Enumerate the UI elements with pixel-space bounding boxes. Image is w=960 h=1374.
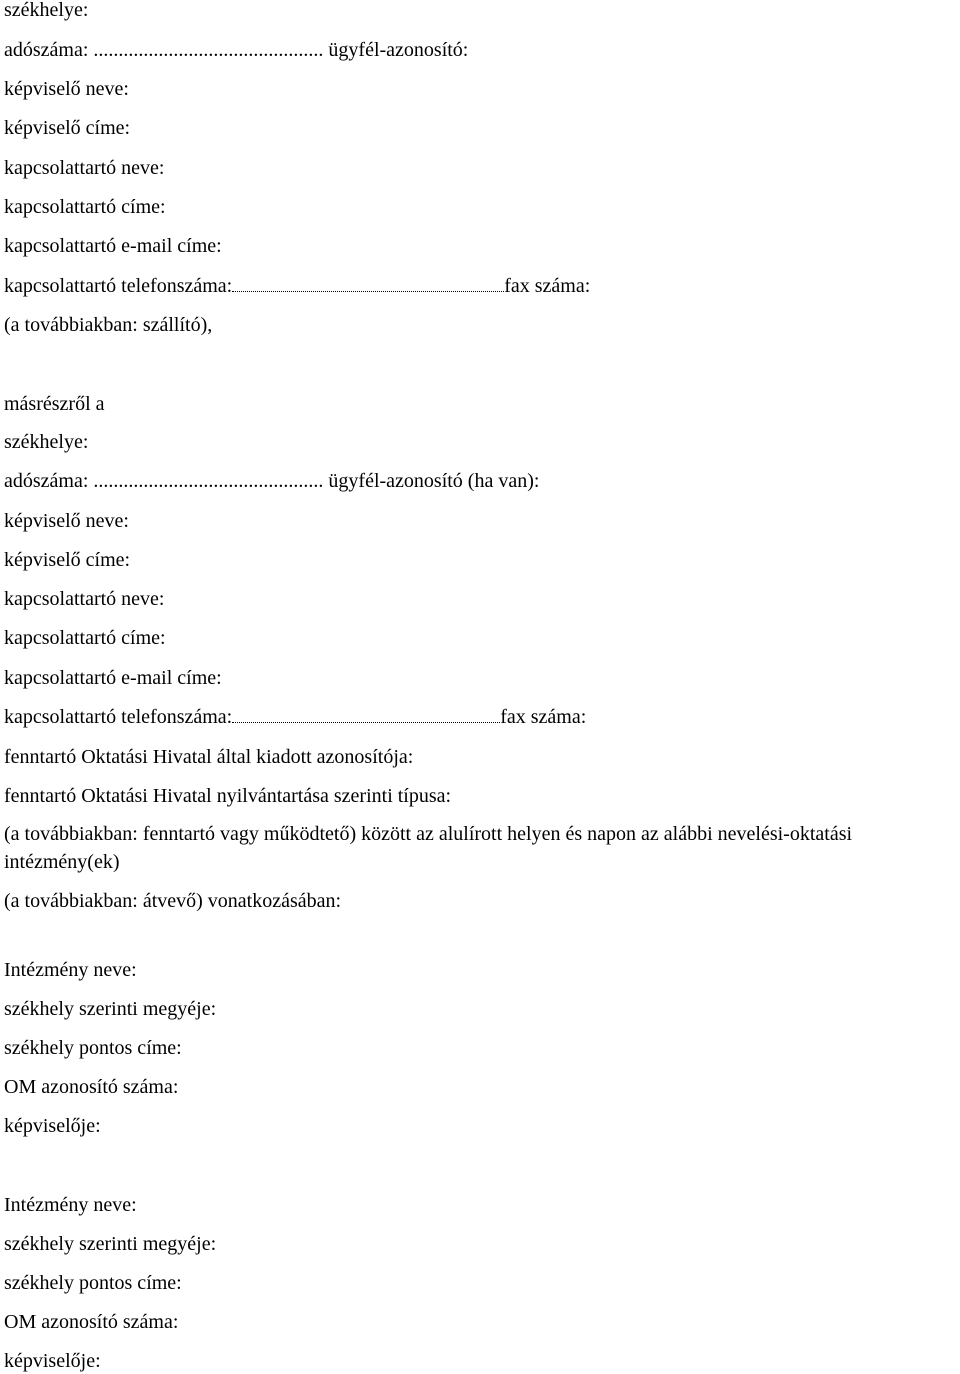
operator-tax-line (4, 469, 539, 493)
operator-seat-label: székhelye: (4, 431, 89, 453)
supplier-contact-email-label: kapcsolattartó e-mail címe: (4, 235, 222, 257)
supplier-rep-name-label: képviselő neve: (4, 78, 129, 100)
operator-contact-email-label: kapcsolattartó e-mail címe: (4, 667, 222, 689)
institution-2-name-label: Intézmény neve: (4, 1194, 137, 1216)
institution-2-rep-label: képviselője: (4, 1350, 101, 1372)
institution-1-name-label: Intézmény neve: (4, 959, 137, 981)
operator-between-text: (a továbbiakban: fenntartó vagy működtető) között az alulírott helyen és napon az alábbi nevelési-oktatási intézmény(ek) (4, 823, 853, 873)
supplier-contact-name-label: kapcsolattartó neve: (4, 157, 165, 179)
supplier-rep-address-label: képviselő címe: (4, 117, 131, 139)
operator-type-label: fenntartó Oktatási Hivatal nyilvántartása szerinti típusa: (4, 785, 452, 807)
institution-1-address-label: székhely pontos címe: (4, 1037, 182, 1059)
supplier-phone-blank (232, 277, 504, 292)
supplier-fax-label: fax száma: (504, 275, 591, 297)
institution-2-address-label: székhely pontos címe: (4, 1272, 182, 1294)
supplier-designation: (a továbbiakban: szállító), (4, 314, 213, 336)
operator-fax-label: fax száma: (500, 706, 587, 728)
institution-2-om-label: OM azonosító száma: (4, 1311, 179, 1333)
operator-phone-line (4, 705, 586, 729)
other-party-intro: másrészről a (4, 393, 105, 415)
institution-1-rep-label: képviselője: (4, 1115, 101, 1137)
operator-contact-address-label: kapcsolattartó címe: (4, 627, 166, 649)
institution-1-om-label: OM azonosító száma: (4, 1076, 179, 1098)
institution-2-county-label: székhely szerinti megyéje: (4, 1233, 217, 1255)
operator-contact-name-label: kapcsolattartó neve: (4, 588, 165, 610)
operator-phone-blank (232, 708, 500, 723)
supplier-phone-line (4, 274, 590, 298)
operator-regarding-text: (a továbbiakban: átvevő) vonatkozásában: (4, 890, 342, 912)
institution-1-county-label: székhely szerinti megyéje: (4, 998, 217, 1020)
operator-rep-address-label: képviselő címe: (4, 549, 131, 571)
supplier-tax-label: adószáma: .............................................. (4, 39, 324, 61)
supplier-seat-label: székhelye: (4, 0, 89, 21)
supplier-phone-label: kapcsolattartó telefonszáma: (4, 275, 233, 297)
operator-tax-label: adószáma: .............................................. (4, 470, 324, 492)
supplier-tax-line (4, 38, 468, 62)
operator-client-id-label: ügyfél-azonosító (ha van): (323, 470, 540, 492)
operator-id-label: fenntartó Oktatási Hivatal által kiadott azonosítója: (4, 746, 414, 768)
supplier-contact-address-label: kapcsolattartó címe: (4, 196, 166, 218)
operator-rep-name-label: képviselő neve: (4, 510, 129, 532)
supplier-client-id-label: ügyfél-azonosító: (323, 39, 469, 61)
operator-phone-label: kapcsolattartó telefonszáma: (4, 706, 233, 728)
